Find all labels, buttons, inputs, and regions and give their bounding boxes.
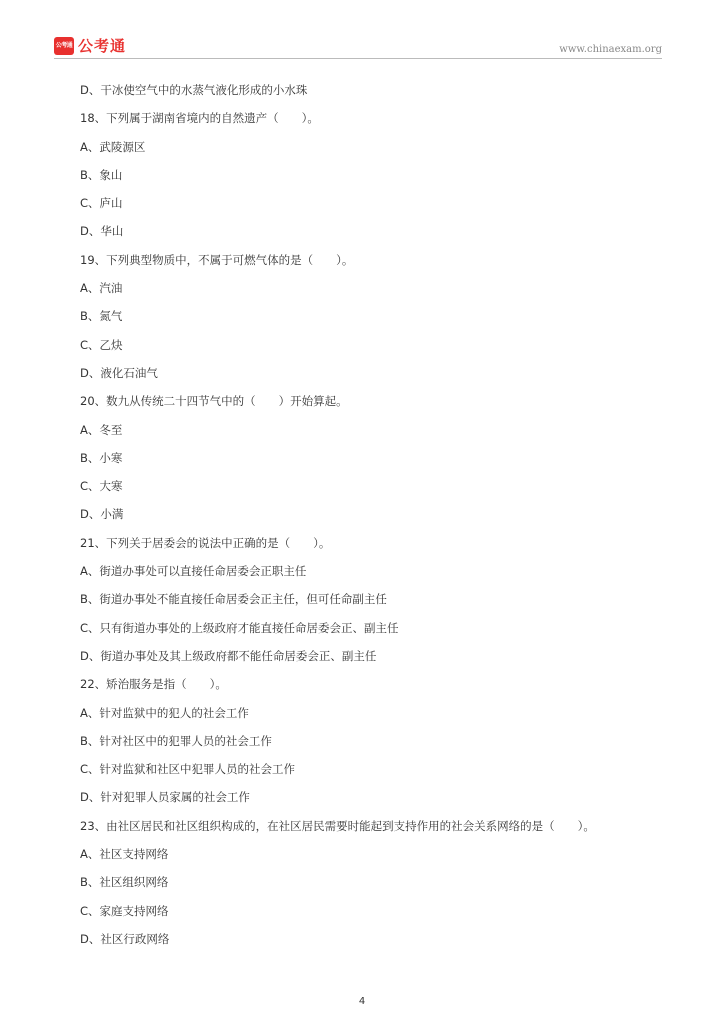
answer-option: D、街道办事处及其上级政府都不能任命居委会正、副主任 <box>80 648 377 663</box>
question-stem: 22、矫治服务是指（ ）。 <box>80 677 227 692</box>
question-stem: 23、由社区居民和社区组织构成的，在社区居民需要时能起到支持作用的社会关系网络的是（ ）。 <box>80 818 595 833</box>
page-number: 4 <box>358 996 366 1007</box>
answer-option: A、社区支持网络 <box>80 847 169 862</box>
site-url: www.chinaexam.org <box>559 44 662 55</box>
answer-option: A、针对监狱中的犯人的社会工作 <box>80 705 249 720</box>
logo <box>54 35 126 56</box>
answer-option: D、华山 <box>80 224 124 239</box>
document-body <box>80 80 660 957</box>
answer-option: B、象山 <box>80 167 123 182</box>
answer-option: B、街道办事处不能直接任命居委会正主任，但可任命副主任 <box>80 592 387 607</box>
answer-option: C、针对监狱和社区中犯罪人员的社会工作 <box>80 762 296 777</box>
answer-option: C、只有街道办事处的上级政府才能直接任命居委会正、副主任 <box>80 620 399 635</box>
page-header <box>0 0 724 60</box>
answer-option: A、汽油 <box>80 281 123 296</box>
answer-option: A、武陵源区 <box>80 139 146 154</box>
answer-option: D、小满 <box>80 507 124 522</box>
question-stem: 21、下列关于居委会的说法中正确的是（ ）。 <box>80 535 331 550</box>
logo-badge: 公考通 <box>54 37 74 55</box>
header-divider <box>54 58 662 59</box>
answer-option: C、家庭支持网络 <box>80 903 169 918</box>
answer-option: D、社区行政网络 <box>80 931 170 946</box>
answer-option: A、街道办事处可以直接任命居委会正职主任 <box>80 564 307 579</box>
answer-option: B、小寒 <box>80 450 123 465</box>
answer-option: C、大寒 <box>80 479 123 494</box>
question-stem: 20、数九从传统二十四节气中的（ ）开始算起。 <box>80 394 348 409</box>
answer-option: C、庐山 <box>80 196 123 211</box>
answer-option: A、冬至 <box>80 422 123 437</box>
answer-option: C、乙炔 <box>80 337 123 352</box>
answer-option: B、针对社区中的犯罪人员的社会工作 <box>80 733 272 748</box>
answer-option: B、氮气 <box>80 309 123 324</box>
logo-text: 公考通 <box>78 37 127 55</box>
question-stem: 19、下列典型物质中，不属于可燃气体的是（ ）。 <box>80 252 354 267</box>
answer-option: D、干冰使空气中的水蒸气液化形成的小水珠 <box>80 83 308 97</box>
question-stem: 18、下列属于湖南省境内的自然遗产（ ）。 <box>80 111 319 126</box>
answer-option: D、液化石油气 <box>80 365 158 380</box>
answer-option: B、社区组织网络 <box>80 875 169 890</box>
answer-option: D、针对犯罪人员家属的社会工作 <box>80 790 250 805</box>
